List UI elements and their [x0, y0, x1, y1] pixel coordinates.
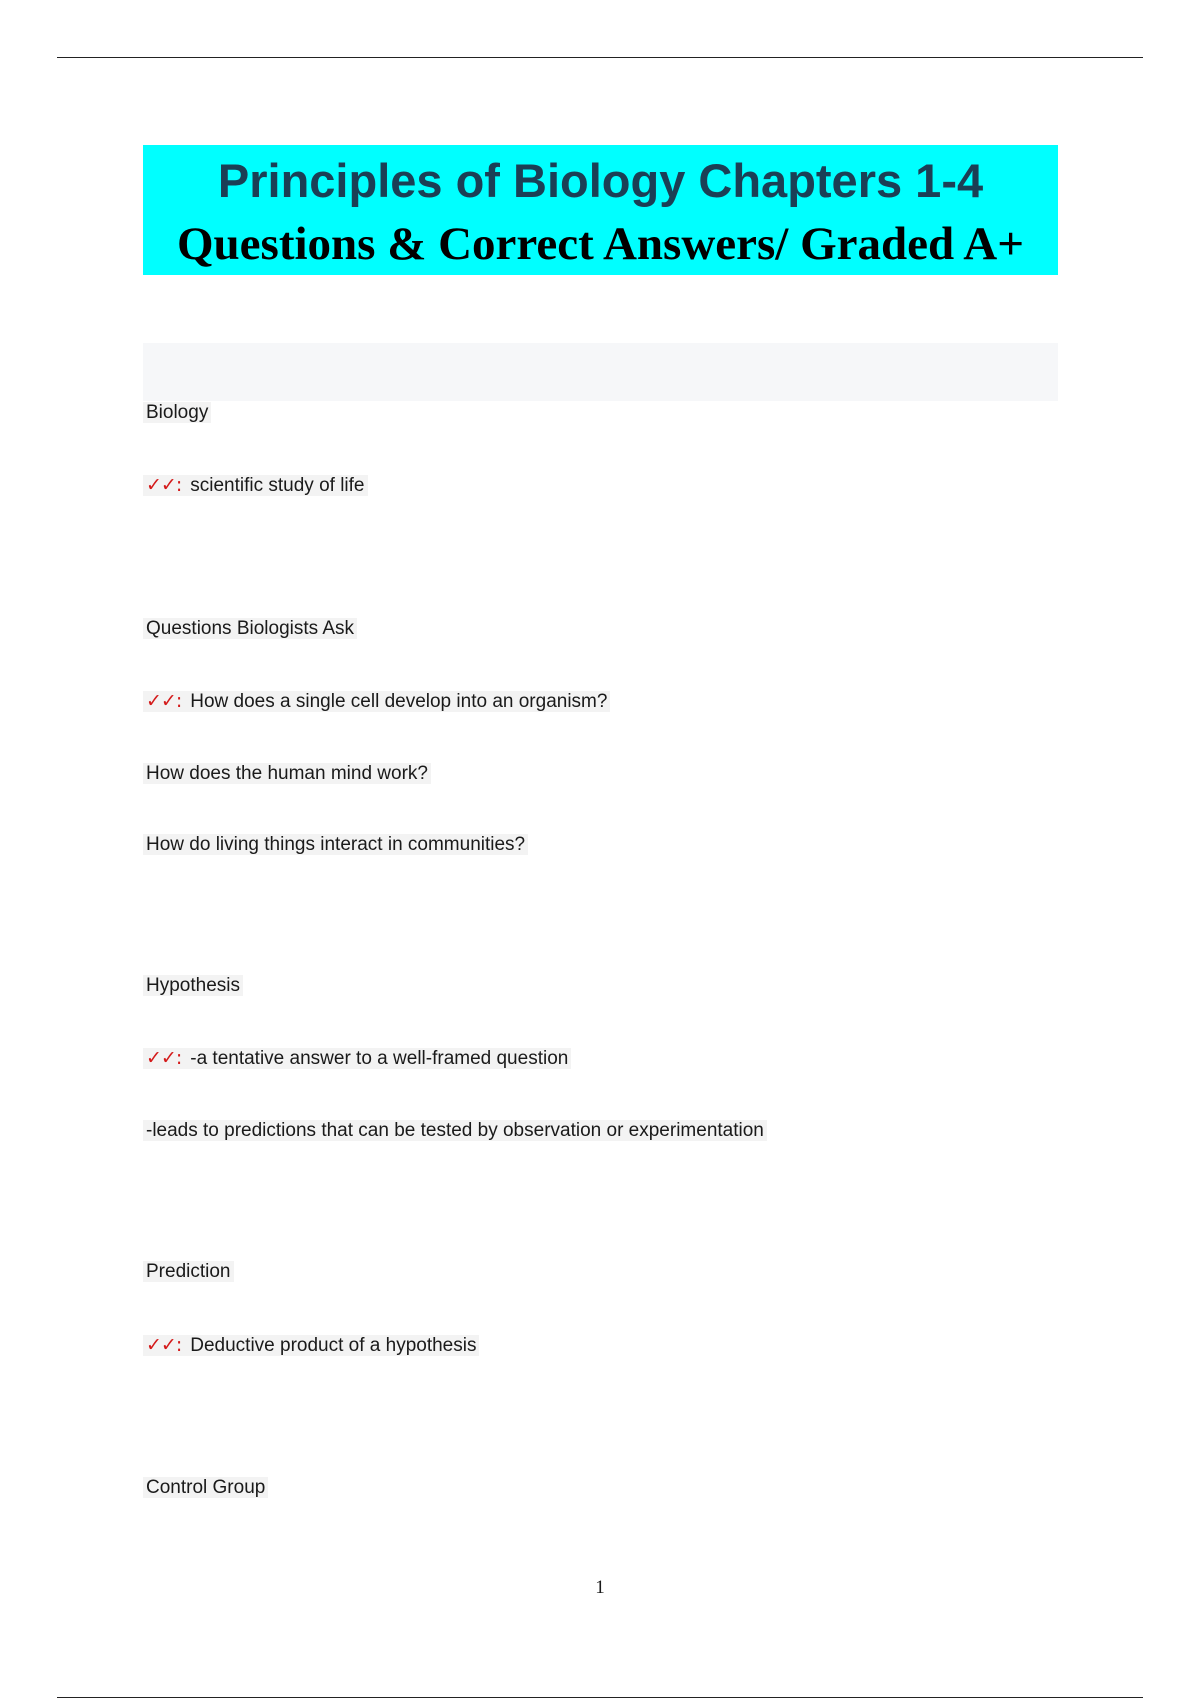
answer-colon: :: [175, 474, 182, 496]
answer-continuation: How do living things interact in communities?: [143, 832, 528, 858]
document-title: Principles of Biology Chapters 1-4: [217, 154, 984, 207]
answer-text: scientific study of life: [190, 475, 365, 496]
check-mark-icon: ✓✓: [146, 474, 176, 496]
answer-colon: :: [175, 690, 182, 712]
answer-text: -a tentative answer to a well-framed question: [190, 1048, 569, 1069]
blank-shaded-band: [143, 343, 1058, 401]
header-rule: [57, 57, 1143, 58]
answer-colon: :: [175, 1047, 182, 1069]
answer-line: [143, 1045, 571, 1072]
check-mark-icon: ✓✓: [146, 1047, 176, 1069]
page-number: 1: [595, 1577, 605, 1598]
answer-continuation: How does the human mind work?: [143, 761, 431, 787]
answer-line: [143, 688, 610, 715]
answer-text: Deductive product of a hypothesis: [190, 1335, 477, 1356]
document-subtitle: Questions & Correct Answers/ Graded A+: [176, 218, 1025, 270]
footer-rule: [57, 1697, 1143, 1698]
answer-line: [143, 472, 368, 499]
term-label: Hypothesis: [143, 973, 243, 999]
answer-continuation: -leads to predictions that can be tested by observation or experimentation: [143, 1118, 767, 1144]
term-label: Control Group: [143, 1475, 268, 1501]
check-mark-icon: ✓✓: [146, 690, 176, 712]
check-mark-icon: ✓✓: [146, 1334, 176, 1356]
term-label: Prediction: [143, 1259, 234, 1285]
answer-line: [143, 1332, 479, 1359]
title-banner: [143, 145, 1058, 275]
answer-text: How does a single cell develop into an organism?: [190, 691, 608, 712]
term-label: Questions Biologists Ask: [143, 616, 357, 642]
answer-colon: :: [175, 1334, 182, 1356]
term-label: Biology: [143, 400, 211, 426]
